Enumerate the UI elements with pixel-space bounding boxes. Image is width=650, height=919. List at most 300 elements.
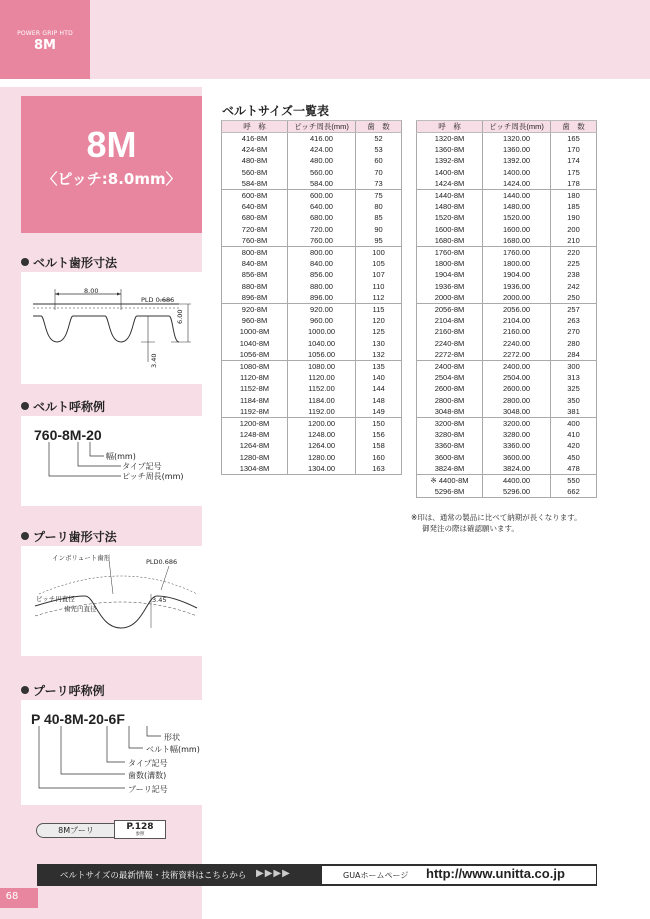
table-row xyxy=(222,429,402,440)
table-row xyxy=(222,303,402,314)
dim-depth: 3.40 xyxy=(150,353,158,368)
cell-name: ※ 4400-8M xyxy=(417,474,483,485)
col-header-length: ピッチ周長(mm) xyxy=(288,121,356,133)
table-row xyxy=(417,155,597,166)
size-table-right xyxy=(416,120,597,498)
cell-name: 1936-8M xyxy=(434,281,465,291)
size-table-left xyxy=(221,120,402,475)
cell-name: 3048-8M xyxy=(434,406,465,416)
table-row xyxy=(222,269,402,280)
table-row xyxy=(222,406,402,417)
cell-teeth: 144 xyxy=(356,383,402,394)
cell-length: 5296.00 xyxy=(483,486,551,497)
cell-length: 2400.00 xyxy=(483,360,551,371)
table-row xyxy=(222,440,402,451)
table-row xyxy=(417,167,597,178)
cell-length: 3600.00 xyxy=(483,451,551,462)
table-row xyxy=(417,189,597,200)
cell-name: 720-8M xyxy=(241,224,268,234)
cell-name: 416-8M xyxy=(241,133,268,143)
footer-arrows-icon: ▶▶▶▶ xyxy=(256,868,291,879)
cell-name: 600-8M xyxy=(222,189,288,200)
col-header-teeth: 歯 数 xyxy=(551,121,597,133)
cell-length: 2600.00 xyxy=(483,383,551,394)
cell-name: 2504-8M xyxy=(434,372,465,382)
col-header-length: ピッチ周長(mm) xyxy=(483,121,551,133)
table-row xyxy=(417,292,597,303)
cell-name: 1200-8M xyxy=(222,417,288,428)
table-row xyxy=(222,417,402,428)
cell-length: 800.00 xyxy=(288,246,356,257)
cell-name: 560-8M xyxy=(241,167,268,177)
cell-teeth: 550 xyxy=(551,474,597,485)
cell-teeth: 75 xyxy=(356,189,402,200)
cell-teeth: 284 xyxy=(551,349,597,360)
table-row xyxy=(222,315,402,326)
table-row xyxy=(417,417,597,428)
table-row xyxy=(417,486,597,497)
cell-name: 856-8M xyxy=(241,270,268,280)
cell-name: 2800-8M xyxy=(434,395,465,405)
table-row xyxy=(222,178,402,189)
cell-teeth: 325 xyxy=(551,383,597,394)
cell-teeth: 95 xyxy=(356,235,402,246)
table-row xyxy=(222,201,402,212)
cell-length: 1400.00 xyxy=(483,167,551,178)
table-row xyxy=(417,315,597,326)
cell-name: 1400-8M xyxy=(434,167,465,177)
cell-name: 2160-8M xyxy=(434,327,465,337)
cell-teeth: 180 xyxy=(551,189,597,200)
footer-url-link[interactable]: http://www.unitta.co.jp xyxy=(426,866,565,881)
cell-teeth: 60 xyxy=(356,155,402,166)
cell-length: 416.00 xyxy=(288,133,356,144)
cell-teeth: 450 xyxy=(551,451,597,462)
cell-name: 1280-8M xyxy=(239,452,270,462)
cell-name: 1320-8M xyxy=(434,133,465,143)
table-row xyxy=(417,303,597,314)
cell-length: 880.00 xyxy=(288,281,356,292)
table-row xyxy=(417,349,597,360)
cell-teeth: 410 xyxy=(551,429,597,440)
table-row xyxy=(222,360,402,371)
cell-name: 840-8M xyxy=(241,258,268,268)
cell-teeth: 420 xyxy=(551,440,597,451)
cell-name: 2056-8M xyxy=(417,303,483,314)
table-row xyxy=(417,246,597,257)
cell-name: 1248-8M xyxy=(239,429,270,439)
cell-length: 1304.00 xyxy=(288,463,356,474)
page-number: 68 xyxy=(5,891,19,902)
cell-teeth: 90 xyxy=(356,224,402,235)
table-row xyxy=(222,281,402,292)
model-title: 8M xyxy=(86,124,137,165)
cell-length: 1192.00 xyxy=(288,406,356,417)
section-belt-example-heading: ベルト呼称例 xyxy=(21,398,202,415)
cell-teeth: 165 xyxy=(551,133,597,144)
dim-pld: PLD 0.686 xyxy=(141,296,175,304)
bullet-icon xyxy=(21,402,29,410)
footer-label: GUAホームページ xyxy=(343,871,409,880)
cell-teeth: 662 xyxy=(551,486,597,497)
cell-length: 2056.00 xyxy=(483,303,551,314)
cell-teeth: 156 xyxy=(356,429,402,440)
cell-name: 896-8M xyxy=(241,292,268,302)
cell-teeth: 257 xyxy=(551,303,597,314)
cell-name: 2104-8M xyxy=(434,315,465,325)
cell-length: 600.00 xyxy=(288,189,356,200)
cell-length: 680.00 xyxy=(288,212,356,223)
table-row xyxy=(222,235,402,246)
cell-name: 480-8M xyxy=(241,156,268,166)
header-band xyxy=(90,0,650,79)
cell-name: 2272-8M xyxy=(434,349,465,359)
cell-teeth: 150 xyxy=(356,417,402,428)
table-row xyxy=(417,212,597,223)
cell-teeth: 148 xyxy=(356,394,402,405)
cell-name: 1000-8M xyxy=(239,327,270,337)
belt-example-label-width: 幅(mm) xyxy=(106,452,136,461)
cell-name: 960-8M xyxy=(241,315,268,325)
cell-length: 640.00 xyxy=(288,201,356,212)
section-belt-tooth-heading: ベルト歯形寸法 xyxy=(21,254,202,271)
cell-length: 3200.00 xyxy=(483,417,551,428)
cell-name: 1904-8M xyxy=(434,270,465,280)
label-outer-circle: 歯先円直径 xyxy=(64,605,97,613)
cell-teeth: 115 xyxy=(356,303,402,314)
cell-length: 1152.00 xyxy=(288,383,356,394)
pulley-ref-page: P.128 参照 xyxy=(114,820,166,839)
pulley-example-label-shape: 形状 xyxy=(164,733,180,742)
cell-name: 1184-8M xyxy=(239,395,270,405)
cell-teeth: 158 xyxy=(356,440,402,451)
dim-pulley-depth: 3.45 xyxy=(152,596,167,604)
cell-name: 1680-8M xyxy=(434,235,465,245)
cell-length: 1424.00 xyxy=(483,178,551,189)
cell-length: 1200.00 xyxy=(288,417,356,428)
cell-teeth: 73 xyxy=(356,178,402,189)
table-row xyxy=(417,178,597,189)
table-row xyxy=(222,338,402,349)
cell-name: 1392-8M xyxy=(434,156,465,166)
cell-teeth: 105 xyxy=(356,258,402,269)
cell-name: 1760-8M xyxy=(417,246,483,257)
cell-teeth: 220 xyxy=(551,246,597,257)
cell-teeth: 174 xyxy=(551,155,597,166)
pulley-example-label-pulley: プーリ記号 xyxy=(128,785,168,794)
cell-teeth: 135 xyxy=(356,360,402,371)
cell-teeth: 130 xyxy=(356,338,402,349)
table-row xyxy=(417,281,597,292)
table-row xyxy=(222,326,402,337)
table-row xyxy=(417,133,597,144)
table-row xyxy=(417,224,597,235)
cell-teeth: 400 xyxy=(551,417,597,428)
cell-teeth: 185 xyxy=(551,201,597,212)
table-row xyxy=(417,440,597,451)
cell-teeth: 170 xyxy=(551,144,597,155)
cell-teeth: 149 xyxy=(356,406,402,417)
series-small-label: POWER GRIP HTD xyxy=(17,30,73,37)
cell-teeth: 263 xyxy=(551,315,597,326)
cell-teeth: 280 xyxy=(551,338,597,349)
cell-length: 840.00 xyxy=(288,258,356,269)
table-row xyxy=(417,360,597,371)
cell-name: 2240-8M xyxy=(434,338,465,348)
cell-length: 2240.00 xyxy=(483,338,551,349)
table-note-line2: 御発注の際は確認願います。 xyxy=(422,524,519,533)
dim-pitch: 8.00 xyxy=(84,287,99,295)
cell-teeth: 238 xyxy=(551,269,597,280)
cell-length: 1480.00 xyxy=(483,201,551,212)
cell-name: 800-8M xyxy=(222,246,288,257)
cell-name: 1056-8M xyxy=(239,349,270,359)
table-row xyxy=(417,144,597,155)
cell-name: 1360-8M xyxy=(434,145,465,155)
cell-name: 1120-8M xyxy=(239,372,270,382)
belt-example-label-type: タイプ記号 xyxy=(122,462,162,471)
cell-name: 1600-8M xyxy=(434,224,465,234)
cell-length: 1000.00 xyxy=(288,326,356,337)
cell-teeth: 140 xyxy=(356,372,402,383)
table-row xyxy=(417,235,597,246)
cell-length: 1936.00 xyxy=(483,281,551,292)
cell-length: 1520.00 xyxy=(483,212,551,223)
table-row xyxy=(222,212,402,223)
cell-length: 1600.00 xyxy=(483,224,551,235)
cell-name: 1264-8M xyxy=(239,441,270,451)
table-title: ベルトサイズ一覧表 xyxy=(222,104,330,118)
cell-teeth: 100 xyxy=(356,246,402,257)
cell-teeth: 110 xyxy=(356,281,402,292)
cell-name: 760-8M xyxy=(241,235,268,245)
cell-length: 2104.00 xyxy=(483,315,551,326)
cell-teeth: 52 xyxy=(356,133,402,144)
cell-teeth: 300 xyxy=(551,360,597,371)
cell-teeth: 120 xyxy=(356,315,402,326)
cell-length: 1120.00 xyxy=(288,372,356,383)
cell-length: 2272.00 xyxy=(483,349,551,360)
cell-name: 3600-8M xyxy=(434,452,465,462)
cell-name: 920-8M xyxy=(222,303,288,314)
bullet-icon xyxy=(21,686,29,694)
pulley-example-label-belt-width: ベルト幅(mm) xyxy=(146,745,200,754)
cell-length: 1904.00 xyxy=(483,269,551,280)
table-row xyxy=(222,451,402,462)
table-row xyxy=(222,167,402,178)
cell-length: 480.00 xyxy=(288,155,356,166)
cell-name: 584-8M xyxy=(241,179,268,188)
label-pitch-circle: ピッチ円直径 xyxy=(36,595,75,603)
belt-tooth-diagram xyxy=(21,272,202,384)
cell-teeth: 350 xyxy=(551,394,597,405)
cell-teeth: 125 xyxy=(356,326,402,337)
cell-teeth: 313 xyxy=(551,372,597,383)
cell-length: 4400.00 xyxy=(483,474,551,485)
table-row xyxy=(222,372,402,383)
cell-teeth: 178 xyxy=(551,178,597,189)
table-row xyxy=(222,463,402,474)
pulley-ref-label: 8Mプーリ xyxy=(36,823,116,838)
cell-teeth: 210 xyxy=(551,235,597,246)
cell-name: 680-8M xyxy=(241,213,268,223)
cell-length: 1040.00 xyxy=(288,338,356,349)
cell-length: 896.00 xyxy=(288,292,356,303)
cell-name: 1304-8M xyxy=(239,463,270,473)
cell-teeth: 381 xyxy=(551,406,597,417)
cell-name: 640-8M xyxy=(241,202,268,212)
cell-length: 560.00 xyxy=(288,167,356,178)
belt-example-code: 760-8M-20 xyxy=(34,427,102,443)
cell-name: 1152-8M xyxy=(239,384,270,394)
cell-teeth: 160 xyxy=(356,451,402,462)
table-row xyxy=(417,463,597,474)
table-note-line1: ※印は、通常の製品に比べて納期が長くなります。 xyxy=(411,513,582,522)
cell-length: 1056.00 xyxy=(288,349,356,360)
cell-teeth: 112 xyxy=(356,292,402,303)
cell-name: 1800-8M xyxy=(434,258,465,268)
cell-length: 1680.00 xyxy=(483,235,551,246)
cell-name: 2600-8M xyxy=(434,384,465,394)
table-row xyxy=(222,394,402,405)
table-row xyxy=(417,451,597,462)
cell-teeth: 107 xyxy=(356,269,402,280)
section-pulley-tooth-heading: プーリ歯形寸法 xyxy=(21,528,202,545)
dim-height: 6.00 xyxy=(176,309,184,324)
table-row xyxy=(222,383,402,394)
cell-length: 960.00 xyxy=(288,315,356,326)
cell-length: 2160.00 xyxy=(483,326,551,337)
cell-teeth: 190 xyxy=(551,212,597,223)
cell-teeth: 225 xyxy=(551,258,597,269)
cell-length: 1320.00 xyxy=(483,133,551,144)
cell-teeth: 200 xyxy=(551,224,597,235)
table-row xyxy=(222,258,402,269)
cell-length: 720.00 xyxy=(288,224,356,235)
table-row xyxy=(222,133,402,144)
cell-length: 1080.00 xyxy=(288,360,356,371)
label-involute: インボリュート歯形 xyxy=(52,554,111,562)
cell-name: 2000-8M xyxy=(434,292,465,302)
bullet-icon xyxy=(21,258,29,266)
table-row xyxy=(417,269,597,280)
pulley-example-label-teeth: 歯数(溝数) xyxy=(128,771,167,780)
model-pitch: 〈ピッチ:8.0mm〉 xyxy=(42,170,181,188)
cell-teeth: 53 xyxy=(356,144,402,155)
table-row xyxy=(417,406,597,417)
cell-teeth: 132 xyxy=(356,349,402,360)
cell-name: 3824-8M xyxy=(434,463,465,473)
table-row xyxy=(222,349,402,360)
cell-name: 3280-8M xyxy=(434,429,465,439)
cell-teeth: 242 xyxy=(551,281,597,292)
cell-length: 1360.00 xyxy=(483,144,551,155)
table-row xyxy=(417,372,597,383)
table-row xyxy=(417,394,597,405)
table-row xyxy=(222,292,402,303)
cell-length: 760.00 xyxy=(288,235,356,246)
cell-name: 1080-8M xyxy=(222,360,288,371)
table-row xyxy=(417,383,597,394)
cell-teeth: 163 xyxy=(356,463,402,474)
cell-length: 2504.00 xyxy=(483,372,551,383)
table-row xyxy=(222,224,402,235)
bullet-icon xyxy=(21,532,29,540)
pulley-page-reference[interactable] xyxy=(36,820,161,839)
table-row xyxy=(222,144,402,155)
cell-length: 2000.00 xyxy=(483,292,551,303)
table-row xyxy=(417,429,597,440)
col-header-name: 呼 称 xyxy=(417,121,483,133)
cell-name: 3200-8M xyxy=(417,417,483,428)
cell-length: 2800.00 xyxy=(483,394,551,405)
label-pulley-pld: PLD0.686 xyxy=(146,558,178,566)
cell-length: 856.00 xyxy=(288,269,356,280)
cell-name: 1424-8M xyxy=(434,179,465,188)
cell-length: 1800.00 xyxy=(483,258,551,269)
cell-length: 920.00 xyxy=(288,303,356,314)
cell-length: 1264.00 xyxy=(288,440,356,451)
cell-name: 5296-8M xyxy=(434,486,465,496)
cell-teeth: 70 xyxy=(356,167,402,178)
cell-length: 3280.00 xyxy=(483,429,551,440)
cell-length: 424.00 xyxy=(288,144,356,155)
belt-tooth-drawing xyxy=(21,272,202,384)
table-row xyxy=(417,474,597,485)
cell-length: 3048.00 xyxy=(483,406,551,417)
cell-length: 1392.00 xyxy=(483,155,551,166)
table-row xyxy=(417,326,597,337)
cell-length: 3824.00 xyxy=(483,463,551,474)
cell-name: 1192-8M xyxy=(239,406,270,416)
table-row xyxy=(417,201,597,212)
cell-teeth: 270 xyxy=(551,326,597,337)
belt-example-label-length: ピッチ周長(mm) xyxy=(122,472,184,481)
cell-name: 424-8M xyxy=(241,145,268,155)
cell-length: 1248.00 xyxy=(288,429,356,440)
cell-length: 1760.00 xyxy=(483,246,551,257)
table-row xyxy=(417,258,597,269)
cell-teeth: 80 xyxy=(356,201,402,212)
pulley-example-label-type: タイプ記号 xyxy=(128,759,168,768)
cell-name: 1040-8M xyxy=(239,338,270,348)
cell-teeth: 175 xyxy=(551,167,597,178)
table-row xyxy=(417,338,597,349)
cell-name: 1520-8M xyxy=(434,213,465,223)
table-row xyxy=(222,155,402,166)
cell-name: 880-8M xyxy=(241,281,268,291)
cell-name: 2400-8M xyxy=(417,360,483,371)
cell-teeth: 250 xyxy=(551,292,597,303)
footer-text: ベルトサイズの最新情報・技術資料はこちらから xyxy=(60,871,247,881)
cell-teeth: 478 xyxy=(551,463,597,474)
series-big-label: 8M xyxy=(34,38,56,53)
cell-name: 1440-8M xyxy=(417,189,483,200)
pulley-example-code: P 40-8M-20-6F xyxy=(31,711,125,727)
cell-length: 1440.00 xyxy=(483,189,551,200)
table-row xyxy=(222,189,402,200)
cell-length: 1280.00 xyxy=(288,451,356,462)
table-row xyxy=(222,246,402,257)
section-pulley-example-heading: プーリ呼称例 xyxy=(21,682,202,699)
cell-length: 3360.00 xyxy=(483,440,551,451)
cell-teeth: 85 xyxy=(356,212,402,223)
cell-name: 3360-8M xyxy=(434,441,465,451)
cell-name: 1480-8M xyxy=(434,202,465,212)
col-header-name: 呼 称 xyxy=(222,121,288,133)
cell-length: 584.00 xyxy=(288,178,356,189)
cell-length: 1184.00 xyxy=(288,394,356,405)
